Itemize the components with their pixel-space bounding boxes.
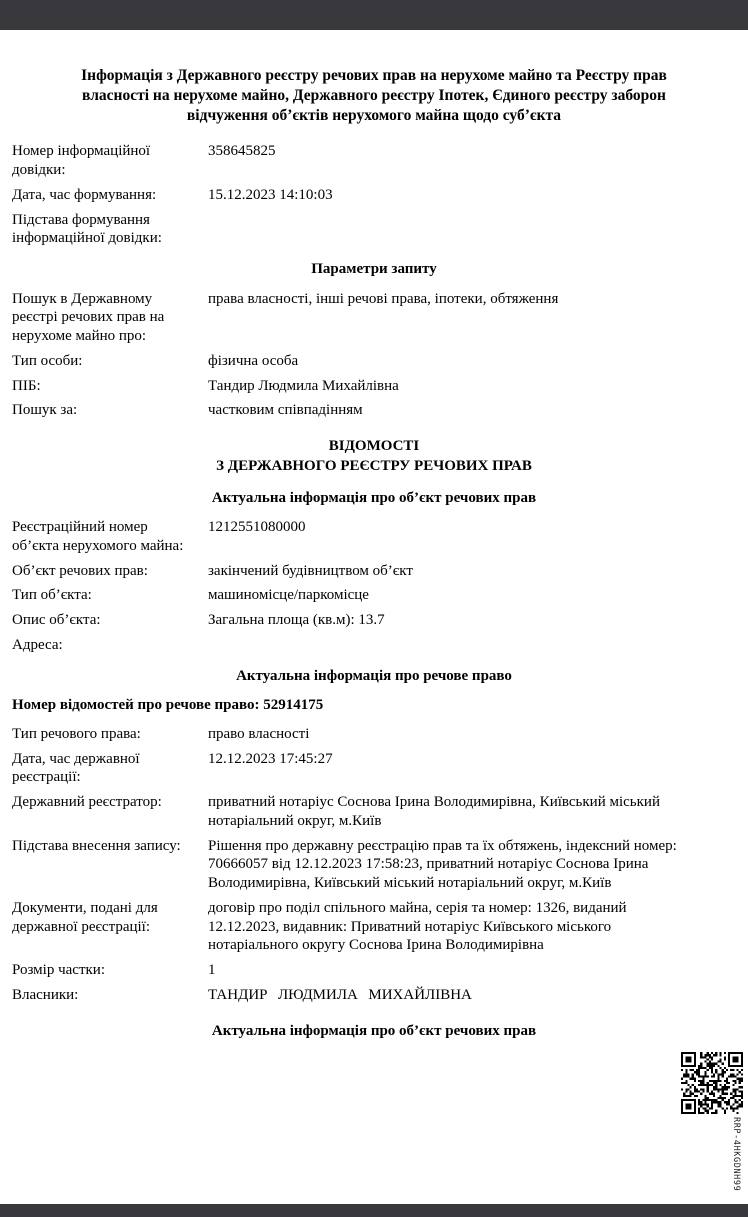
field-row [12, 290, 736, 346]
field-label: Пошук в Державному реєстрі речових прав на нерухоме майно про: [12, 290, 165, 345]
record-number-line: Номер відомостей про речове право: 52914175 [12, 697, 324, 714]
document-title: Інформація з Державного реєстру речових прав на нерухоме майно та Реєстру прав власності на нерухоме майно, Державного реєстру Іпотек, Єдиного реєстру заборон відчуження об’єктів нерухомого майна щодо суб’єкта [81, 67, 667, 125]
section-property-right [12, 667, 736, 1005]
qr-code [681, 1052, 743, 1114]
field-value [208, 636, 736, 655]
field-value: приватний нотаріус Соснова Ірина Володимирівна, Київський міський нотаріальний округ, м.Київ [208, 794, 660, 829]
field-value: частковим співпадінням [208, 402, 363, 419]
footer-section-heading: Актуальна інформація про об’єкт речових прав [211, 1022, 537, 1039]
register-heading-line2: З ДЕРЖАВНОГО РЕЄСТРУ РЕЧОВИХ ПРАВ [216, 458, 532, 475]
field-row [12, 725, 736, 744]
field-label: Тип об’єкта: [12, 587, 92, 604]
field-label: Розмір частки: [12, 962, 105, 979]
field-value: 15.12.2023 14:10:03 [208, 186, 333, 203]
field-value: 1212551080000 [208, 519, 306, 536]
field-row [12, 586, 736, 605]
field-label: Дата, час державної реєстрації: [12, 750, 140, 786]
field-label: Пошук за: [12, 402, 78, 419]
field-label: Реєстраційний номер об’єкта нерухомого майна: [12, 519, 184, 554]
qr-code-label: RRP-4HKGDNH99 [731, 1116, 741, 1191]
field-value: закінчений будівництвом об’єкт [208, 562, 413, 579]
field-row [12, 961, 736, 980]
field-value: 1 [208, 962, 216, 979]
field-label: Державний реєстратор: [12, 794, 162, 811]
field-label: Підстава формування інформаційної довідки: [12, 211, 162, 247]
section-heading-query-params: Параметри запиту [311, 261, 437, 278]
field-value: фізична особа [208, 352, 299, 369]
field-value: Рішення про державну реєстрацію прав та їх обтяжень, індексний номер: 70666057 від 12.12.2023 17:58:23, приватний нотаріус Соснова Ірина Володимирівна, Київський міський нотаріальний округ, м.Київ [208, 837, 677, 892]
field-label: Дата, час формування: [12, 186, 157, 203]
field-row [12, 899, 736, 955]
field-label: Тип речового права: [12, 725, 141, 742]
field-label: Тип особи: [12, 352, 83, 369]
field-value: 12.12.2023 17:45:27 [208, 750, 333, 767]
field-row [12, 636, 736, 655]
section-query-params [12, 260, 736, 420]
field-row [12, 562, 736, 581]
field-value: Тандир Людмила Михайлівна [208, 377, 399, 394]
field-row [12, 211, 736, 249]
field-row [12, 518, 736, 556]
field-row [12, 352, 736, 371]
field-value: договір про поділ спільного майна, серія та номер: 1326, виданий 12.12.2023, видавник: Приватний нотаріус Київського міського нотаріального округу Соснова Ірина Володимирівна [208, 899, 627, 954]
field-value: 358645825 [208, 143, 276, 160]
field-row [12, 986, 736, 1005]
section-info [12, 142, 736, 248]
field-label: Номер інформаційної довідки: [12, 143, 151, 179]
field-label: Документи, подані для державної реєстрації: [12, 899, 158, 935]
field-value [208, 211, 736, 249]
field-label: Адреса: [12, 636, 63, 653]
field-value: машиномісце/паркомісце [208, 587, 369, 604]
field-value: Загальна площа (кв.м): 13.7 [208, 612, 385, 629]
field-row [12, 793, 736, 831]
register-heading [12, 436, 736, 477]
field-row [12, 401, 736, 420]
field-value: право власності [208, 725, 310, 742]
field-row [12, 142, 736, 180]
field-row [12, 837, 736, 893]
field-label: ПІБ: [12, 377, 41, 394]
qr-block [681, 1052, 743, 1191]
viewer-top-bar [0, 0, 748, 30]
field-row [12, 186, 736, 205]
viewer-bottom-bar [0, 1204, 748, 1217]
field-row [12, 750, 736, 788]
register-heading-line1: ВІДОМОСТІ [328, 438, 420, 455]
field-row [12, 377, 736, 396]
field-label: Об’єкт речових прав: [12, 562, 148, 579]
field-row [12, 611, 736, 630]
field-label: Підстава внесення запису: [12, 837, 181, 854]
section-heading-property-right: Актуальна інформація про речове право [236, 667, 512, 684]
field-label: Власники: [12, 986, 79, 1003]
section-heading-object-info: Актуальна інформація про об’єкт речових прав [211, 489, 537, 506]
field-label: Опис об’єкта: [12, 612, 101, 629]
field-value: права власності, інші речові права, іпотеки, обтяження [208, 290, 559, 307]
field-value-owners: ТАНДИР ЛЮДМИЛА МИХАЙЛІВНА [208, 986, 472, 1003]
section-object-info [12, 489, 736, 655]
